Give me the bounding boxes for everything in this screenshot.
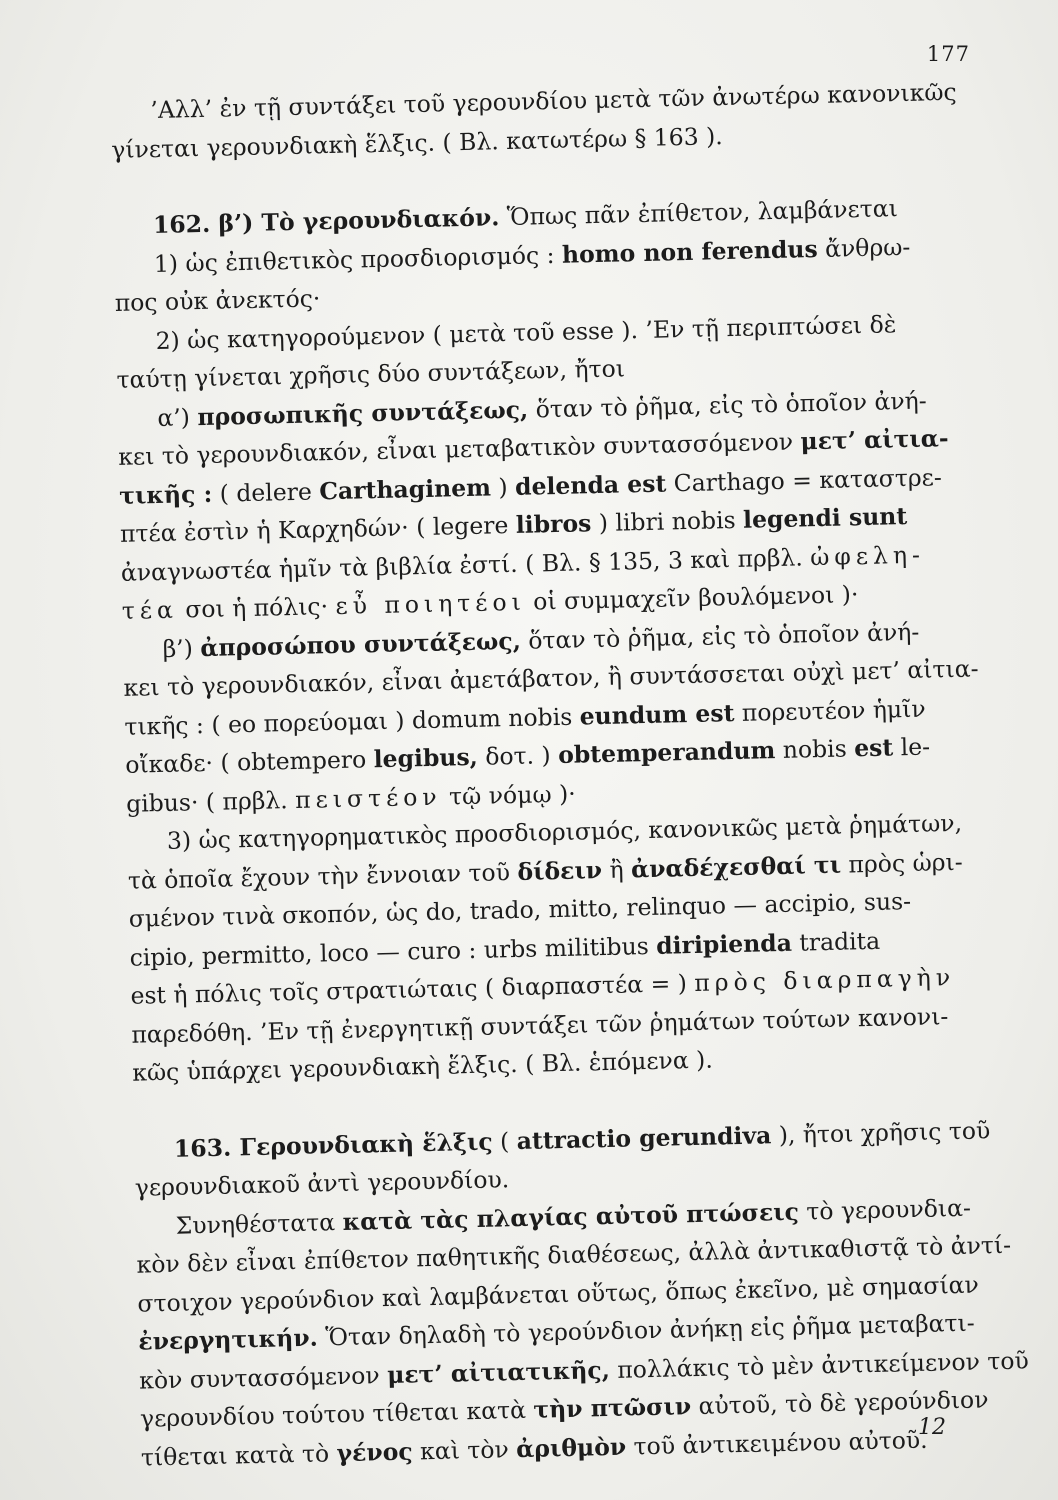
text-run: κει τὸ γερουνδιακόν, εἶναι μεταβατικὸν συντασσόμενον <box>117 427 801 471</box>
text-run: cipio, permitto, loco — curo : urbs militibus <box>129 931 657 972</box>
text-run: κὸν συντασσόμενον <box>138 1360 388 1395</box>
bold-text: μετ’ αἰτιατικῆς, <box>386 1355 611 1389</box>
text-run: ), ἤτοι χρῆσις τοῦ <box>770 1115 991 1149</box>
text-run: 2) ὡς κατηγορούμενον ( μετὰ τοῦ esse ). ’Εν τῇ περιπτώσει δὲ <box>155 309 897 355</box>
text-run: tradita <box>791 926 881 957</box>
text-run: γερουνδίου τούτου τίθεται κατὰ <box>139 1395 534 1433</box>
text-run: παρεδόθη. ’Εν τῇ ἐνεργητικῇ συντάξει τῶν ῥημάτων τούτων κανονι- <box>131 1001 949 1049</box>
text-run: nobis <box>775 734 855 765</box>
bold-text: attractio gerundiva <box>516 1120 772 1155</box>
text-run: αὐτοῦ, τὸ δὲ γερούνδιον <box>690 1385 989 1421</box>
bold-text: ἀπροσώπου συντάξεως, <box>200 626 522 662</box>
text-run: τὰ ὁποῖα ἔχουν τὴν ἔννοιαν τοῦ <box>127 857 518 895</box>
bold-text: Carthaginem <box>318 472 492 505</box>
text-run: καὶ τὸν <box>412 1434 517 1465</box>
body-text <box>110 73 1030 1476</box>
text-run: ὅταν τὸ ῥῆμα, εἰς τὸ ὁποῖον ἀνή- <box>527 386 927 424</box>
text-run: ( <box>492 1126 518 1156</box>
bold-text: προσωπικῆς συντάξεως, <box>197 395 529 431</box>
bold-text: legibus, <box>373 742 479 774</box>
bold-text: τὴν πτῶσιν <box>533 1392 692 1424</box>
text-run: κὸν δὲν εἶναι ἐπίθετον παθητικῆς διαθέσεως, ἀλλὰ ἀντικαθιστᾷ τὸ ἀντί- <box>136 1230 1012 1279</box>
text-run: est ἡ πόλις τοῖς στρατιώταις ( διαρπαστέα = ) <box>130 968 695 1010</box>
bold-text: 163. Γερουνδιακὴ ἕλξις <box>173 1127 493 1163</box>
text-run: Ὅπως πᾶν ἐπίθετον, λαμβάνεται <box>499 194 899 232</box>
text-run: δοτ. ) <box>477 741 559 771</box>
text-run: Carthago = καταστρε- <box>665 462 943 497</box>
text-run: σμένον τινὰ σκοπόν, ὡς do, trado, mitto, relinquo — accipio, sus- <box>128 887 912 933</box>
page-number: 177 <box>926 42 970 66</box>
text-run: ταύτῃ γίνεται χρῆσις δύο συντάξεων, ἤτοι <box>116 354 626 394</box>
bold-text: diripienda <box>655 928 793 960</box>
text-run: α’) <box>157 402 198 432</box>
spaced-text: τέα <box>121 595 179 625</box>
spaced-text: εὖ ποιητέοι <box>335 587 527 621</box>
text-run: πος οὐκ ἀνεκτός· <box>114 284 321 317</box>
text-run: σοι ἡ πόλις· <box>177 592 336 624</box>
bold-text: libros <box>515 509 592 539</box>
text-run: ( delere <box>211 476 320 508</box>
text-run: Ὅταν δηλαδὴ τὸ γερούνδιον ἀνήκῃ εἰς ῥῆμα μεταβατι- <box>317 1308 975 1352</box>
text-run: πτέα ἐστὶν ἡ Καρχηδών· ( legere <box>119 510 517 548</box>
text-run: οἴκαδε· ( obtempero <box>124 745 374 779</box>
bold-text: eundum est <box>579 698 735 731</box>
text-run: ) <box>490 472 516 501</box>
text-run: β’) <box>162 633 201 663</box>
bold-text: legendi sunt <box>742 502 908 534</box>
text-run: πολλάκις τὸ μὲν ἀντικείμενον τοῦ <box>609 1345 1030 1384</box>
text-run: ἄνθρω- <box>817 232 911 263</box>
bold-text: ἐνεργητικήν. <box>138 1323 319 1356</box>
bold-text: ἀναδέχεσθαί τι <box>630 850 842 883</box>
bold-text: δίδειν <box>517 855 603 886</box>
text-run: γερουνδιακοῦ ἀντὶ γερουνδίου. <box>134 1165 510 1202</box>
bold-text: homo non ferendus <box>561 234 818 269</box>
text-run: τοῦ ἀντικειμένου αὐτοῦ. <box>625 1425 928 1461</box>
text-run: le- <box>892 732 931 762</box>
text-run: 1) ὡς ἐπιθετικὸς προσδιορισμός : <box>153 240 563 278</box>
text-run: πρὸς ὡρι- <box>840 847 963 879</box>
text-run: τίθεται κατὰ τὸ <box>140 1438 337 1472</box>
text-run: πορευτέον ἡμῖν <box>734 694 926 727</box>
bold-text: 162. β’) Τὸ γερουνδιακόν. <box>152 203 500 240</box>
text-run: κῶς ὑπάρχει γερουνδιακὴ ἕλξις. ( Βλ. ἑπόμενα ). <box>131 1045 714 1087</box>
bold-text: delenda est <box>514 468 667 501</box>
text-run: Συνηθέστατα <box>175 1207 343 1240</box>
spaced-text: πειστέον <box>294 782 442 814</box>
text-run: στοιχον γερούνδιον καὶ λαμβάνεται οὕτως, ὅπως ἐκεῖνο, μὲ σημασίαν <box>137 1270 980 1318</box>
bold-text: γένος <box>336 1436 413 1467</box>
text-run: ἀναγνωστέα ἡμῖν τὰ βιβλία ἐστί. ( Βλ. § 135, 3 καὶ πρβλ. <box>120 542 811 587</box>
bold-text: ἀριθμὸν <box>515 1432 627 1463</box>
text-run: τὸ γερουνδια- <box>798 1193 972 1226</box>
signature-mark: 12 <box>918 1415 946 1440</box>
text-run: τῷ νόμῳ )· <box>441 779 576 811</box>
text-run: κει τὸ γερουνδιακόν, εἶναι ἀμετάβατον, ἢ συντάσσεται οὐχὶ μετ’ αἰτια- <box>123 654 979 702</box>
text-run: ὅταν τὸ ῥῆμα, εἰς τὸ ὁποῖον ἀνή- <box>520 617 920 655</box>
bold-text: est <box>853 733 894 763</box>
bold-text: κατὰ τὰς πλαγίας αὐτοῦ πτώσεις <box>342 1197 800 1236</box>
text-run: ἢ <box>601 854 632 884</box>
bold-text: obtemperandum <box>557 736 776 769</box>
spaced-text: ὠφελη- <box>809 540 926 571</box>
paragraph-section-163 <box>134 1111 1030 1476</box>
text-run: gibus· ( πρβλ. <box>125 785 296 818</box>
text-run: γίνεται γερουνδιακὴ ἕλξις. ( Βλ. κατωτέρω § 163 ). <box>110 121 723 164</box>
bold-text: μετ’ αἰτια- <box>800 424 949 456</box>
text-run: ) libri nobis <box>591 505 744 538</box>
text-run: οἱ συμμαχεῖν βουλόμενοι )· <box>525 580 859 616</box>
text-run: 3) ὡς κατηγορηματικὸς προσδιορισμός, κανονικῶς μετὰ ῥημάτων, <box>166 808 963 855</box>
bold-text: τικῆς : <box>118 479 213 510</box>
text-run: ’Αλλ’ ἐν τῇ συντάξει τοῦ γερουνδίου μετὰ τῶν ἀνωτέρω κανονικῶς <box>150 77 957 125</box>
text-run: τικῆς : ( eo πορεύομαι ) domum nobis <box>124 702 580 741</box>
spaced-text: πρὸς διαρπαγὴν <box>693 963 956 997</box>
paragraph-section-162 <box>113 188 979 1092</box>
